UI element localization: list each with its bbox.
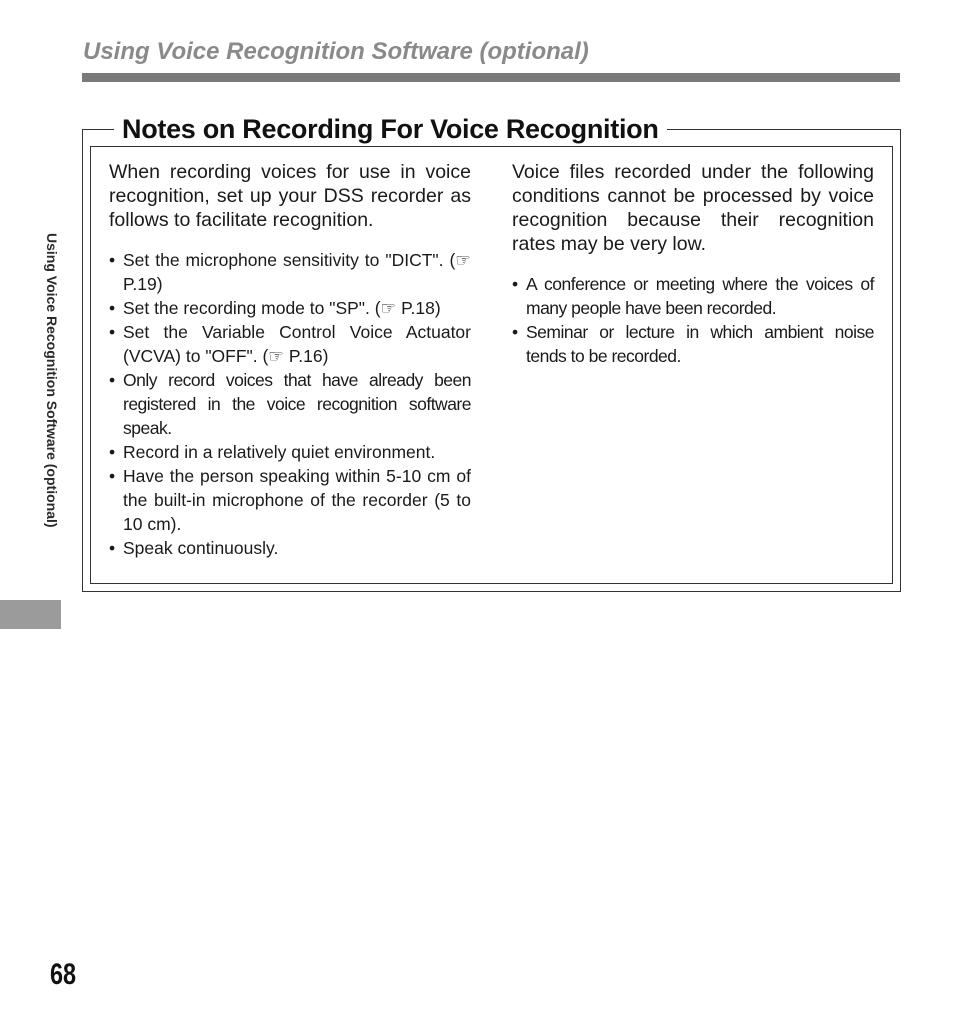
list-item: • Set the Variable Control Voice Actuator (VCVA) to "OFF". (☞ P.16) [109, 320, 471, 368]
list-item: • Seminar or lecture in which ambient noise tends to be recorded. [512, 320, 874, 368]
header-rule [82, 73, 900, 82]
list-item: • Set the microphone sensitivity to "DICT". (☞ P.19) [109, 248, 471, 296]
list-item: • Set the recording mode to "SP". (☞ P.18) [109, 296, 471, 320]
right-intro: Voice files recorded under the following conditions cannot be processed by voice recognition because their recognition rates may be very low. [512, 161, 874, 255]
left-intro: When recording voices for use in voice recognition, set up your DSS recorder as follows to facilitate recognition. [109, 161, 471, 231]
list-item: • A conference or meeting where the voices of many people have been recorded. [512, 272, 874, 320]
right-bullet-list [512, 272, 874, 368]
list-item: • Record in a relatively quiet environment. [109, 440, 471, 464]
left-bullet-list [109, 248, 471, 560]
list-item: • Only record voices that have already been registered in the voice recognition software speak. [109, 368, 471, 440]
list-item: • Speak continuously. [109, 536, 471, 560]
right-column [512, 160, 874, 368]
section-title: Notes on Recording For Voice Recognition [114, 114, 667, 145]
side-section-tab [0, 600, 61, 629]
header-title: Using Voice Recognition Software (optional) [83, 38, 589, 65]
left-column [109, 160, 471, 560]
side-section-label: Using Voice Recognition Software (optional) [44, 233, 60, 528]
page-number: 68 [50, 958, 77, 991]
list-item: • Have the person speaking within 5-10 cm of the built-in microphone of the recorder (5 to 10 cm). [109, 464, 471, 536]
